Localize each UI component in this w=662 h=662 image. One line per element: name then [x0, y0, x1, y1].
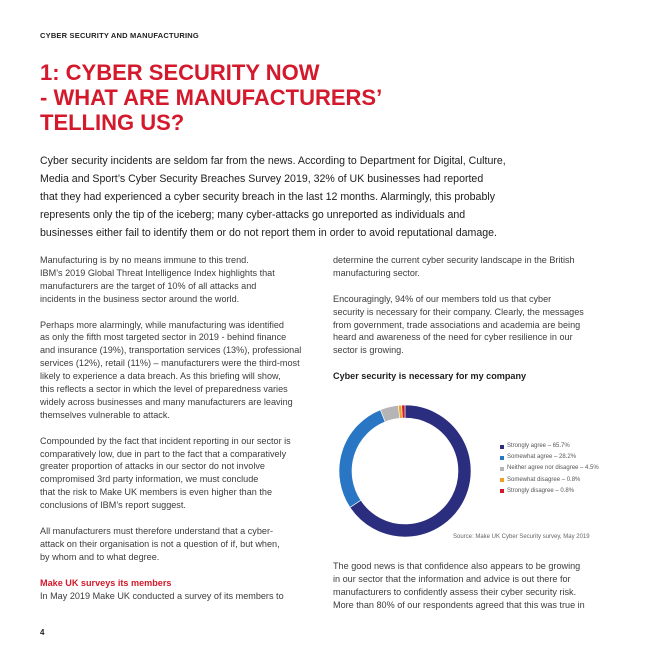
- legend-item: [500, 452, 599, 463]
- legend-item: [500, 441, 599, 452]
- text-line: by whom and to what degree.: [40, 551, 160, 562]
- legend-swatch: [500, 445, 504, 449]
- donut-slice-strongly-disagree: [402, 405, 405, 418]
- text-line: likely to experience a data breach. As this briefing will show,: [40, 371, 281, 382]
- text-line: services (12%), retail (11%) – manufacturers were the third-most: [40, 358, 300, 369]
- legend-swatch: [500, 478, 504, 482]
- legend-item: [500, 463, 599, 474]
- text-line: More than 80% of our respondents agreed that this was true in: [333, 599, 585, 610]
- left-column: [40, 254, 330, 602]
- intro-paragraph: [40, 152, 630, 242]
- donut-chart-svg: [333, 396, 473, 546]
- paragraph: [40, 319, 330, 422]
- chart-source: Source: Make UK Cyber Security survey, May 2019: [453, 534, 590, 540]
- text-line: as only the fifth most targeted sector in 2019 - behind finance: [40, 332, 287, 343]
- text-line: widely across businesses and many manufacturers are leaving: [40, 396, 293, 407]
- title-line: 1: CYBER SECURITY NOW: [40, 60, 320, 85]
- paragraph: [333, 254, 623, 280]
- page-number: 4: [40, 628, 45, 637]
- text-line: comparatively low, due in part to the fact that a comparatively: [40, 448, 287, 459]
- legend-item: [500, 486, 599, 497]
- legend-swatch: [500, 467, 504, 471]
- intro-line: represents only the tip of the iceberg; many cyber-attacks go unreported as individuals and: [40, 209, 466, 221]
- title-line: TELLING US?: [40, 110, 185, 135]
- text-line: Compounded by the fact that incident reporting in our sector is: [40, 435, 291, 446]
- text-line: incidents in the business sector around the world.: [40, 293, 240, 304]
- intro-line: businesses either fail to identify them or do not report them in order to avoid reputational damage.: [40, 227, 497, 239]
- text-line: All manufacturers must therefore understand that a cyber-: [40, 525, 274, 536]
- text-line: Perhaps more alarmingly, while manufacturing was identified: [40, 319, 284, 330]
- text-line: conclusions of IBM’s report suggest.: [40, 500, 186, 511]
- text-line: Manufacturing is by no means immune to this trend.: [40, 255, 249, 265]
- text-line: greater proportion of attacks in our sector do not involve: [40, 461, 265, 472]
- text-line: manufacturers are the target of 10% of all attacks and: [40, 280, 257, 291]
- paragraph: [333, 293, 623, 358]
- section-subheading: Make UK surveys its members: [40, 577, 172, 588]
- legend-label: Somewhat agree – 28.2%: [507, 454, 577, 461]
- intro-line: that they had experienced a cyber security breach in the last 12 months. Alarmingly, this probably: [40, 191, 495, 203]
- text-line: that the risk to Make UK members is even higher than the: [40, 487, 273, 498]
- text-line: in our sector that the information and advice is out there for: [333, 573, 571, 584]
- text-line: from government, trade associations and academia are being: [333, 319, 581, 330]
- chart-legend: [500, 441, 599, 497]
- right-column-continued: [333, 560, 623, 612]
- text-line: themselves vulnerable to attack.: [40, 409, 170, 420]
- page-title: [40, 60, 600, 135]
- text-line: determine the current cyber security landscape in the British: [333, 255, 575, 265]
- donut-chart: [333, 396, 623, 546]
- paragraph: [40, 435, 330, 512]
- intro-line: Media and Sport’s Cyber Security Breaches Survey 2019, 32% of UK businesses had reported: [40, 173, 484, 185]
- paragraph: [40, 254, 330, 306]
- text-line: In May 2019 Make UK conducted a survey of its members to: [40, 590, 284, 601]
- text-line: manufacturers to confidently assess their cyber security risk.: [333, 586, 577, 597]
- legend-swatch: [500, 489, 504, 493]
- legend-label: Somewhat disagree – 0.8%: [507, 476, 581, 483]
- text-line: IBM’s 2019 Global Threat Intelligence Index highlights that: [40, 267, 275, 278]
- text-line: and insurance (19%), transportation services (13%), professional: [40, 345, 302, 356]
- running-header: CYBER SECURITY AND MANUFACTURING: [40, 31, 199, 40]
- right-column: [333, 254, 623, 383]
- text-line: Encouragingly, 94% of our members told us that cyber: [333, 293, 552, 304]
- intro-line: Cyber security incidents are seldom far from the news. According to Department for Digital, Culture,: [40, 155, 506, 167]
- donut-slice-somewhat-agree: [339, 410, 385, 508]
- text-line: heard and awareness of the need for cyber resilience in our: [333, 332, 573, 343]
- text-line: The good news is that confidence also appears to be growing: [333, 561, 581, 571]
- text-line: manufacturing sector.: [333, 267, 420, 278]
- legend-label: Strongly agree – 65.7%: [507, 443, 570, 449]
- title-line: - WHAT ARE MANUFACTURERS’: [40, 85, 383, 110]
- legend-swatch: [500, 456, 504, 460]
- text-line: sector is growing.: [333, 345, 404, 356]
- text-line: compromised 3rd party information, we must conclude: [40, 474, 259, 485]
- paragraph: [40, 525, 330, 564]
- text-line: security is necessary for their company. Clearly, the messages: [333, 306, 584, 317]
- legend-item: [500, 475, 599, 486]
- legend-label: Strongly disagree – 0.8%: [507, 487, 575, 494]
- text-line: attack on their organisation is not a question of if, but when,: [40, 538, 280, 549]
- text-line: this reflects a sector in which the level of preparedness varies: [40, 384, 288, 395]
- legend-label: Neither agree nor disagree – 4.5%: [507, 465, 599, 472]
- chart-title: Cyber security is necessary for my company: [333, 371, 527, 382]
